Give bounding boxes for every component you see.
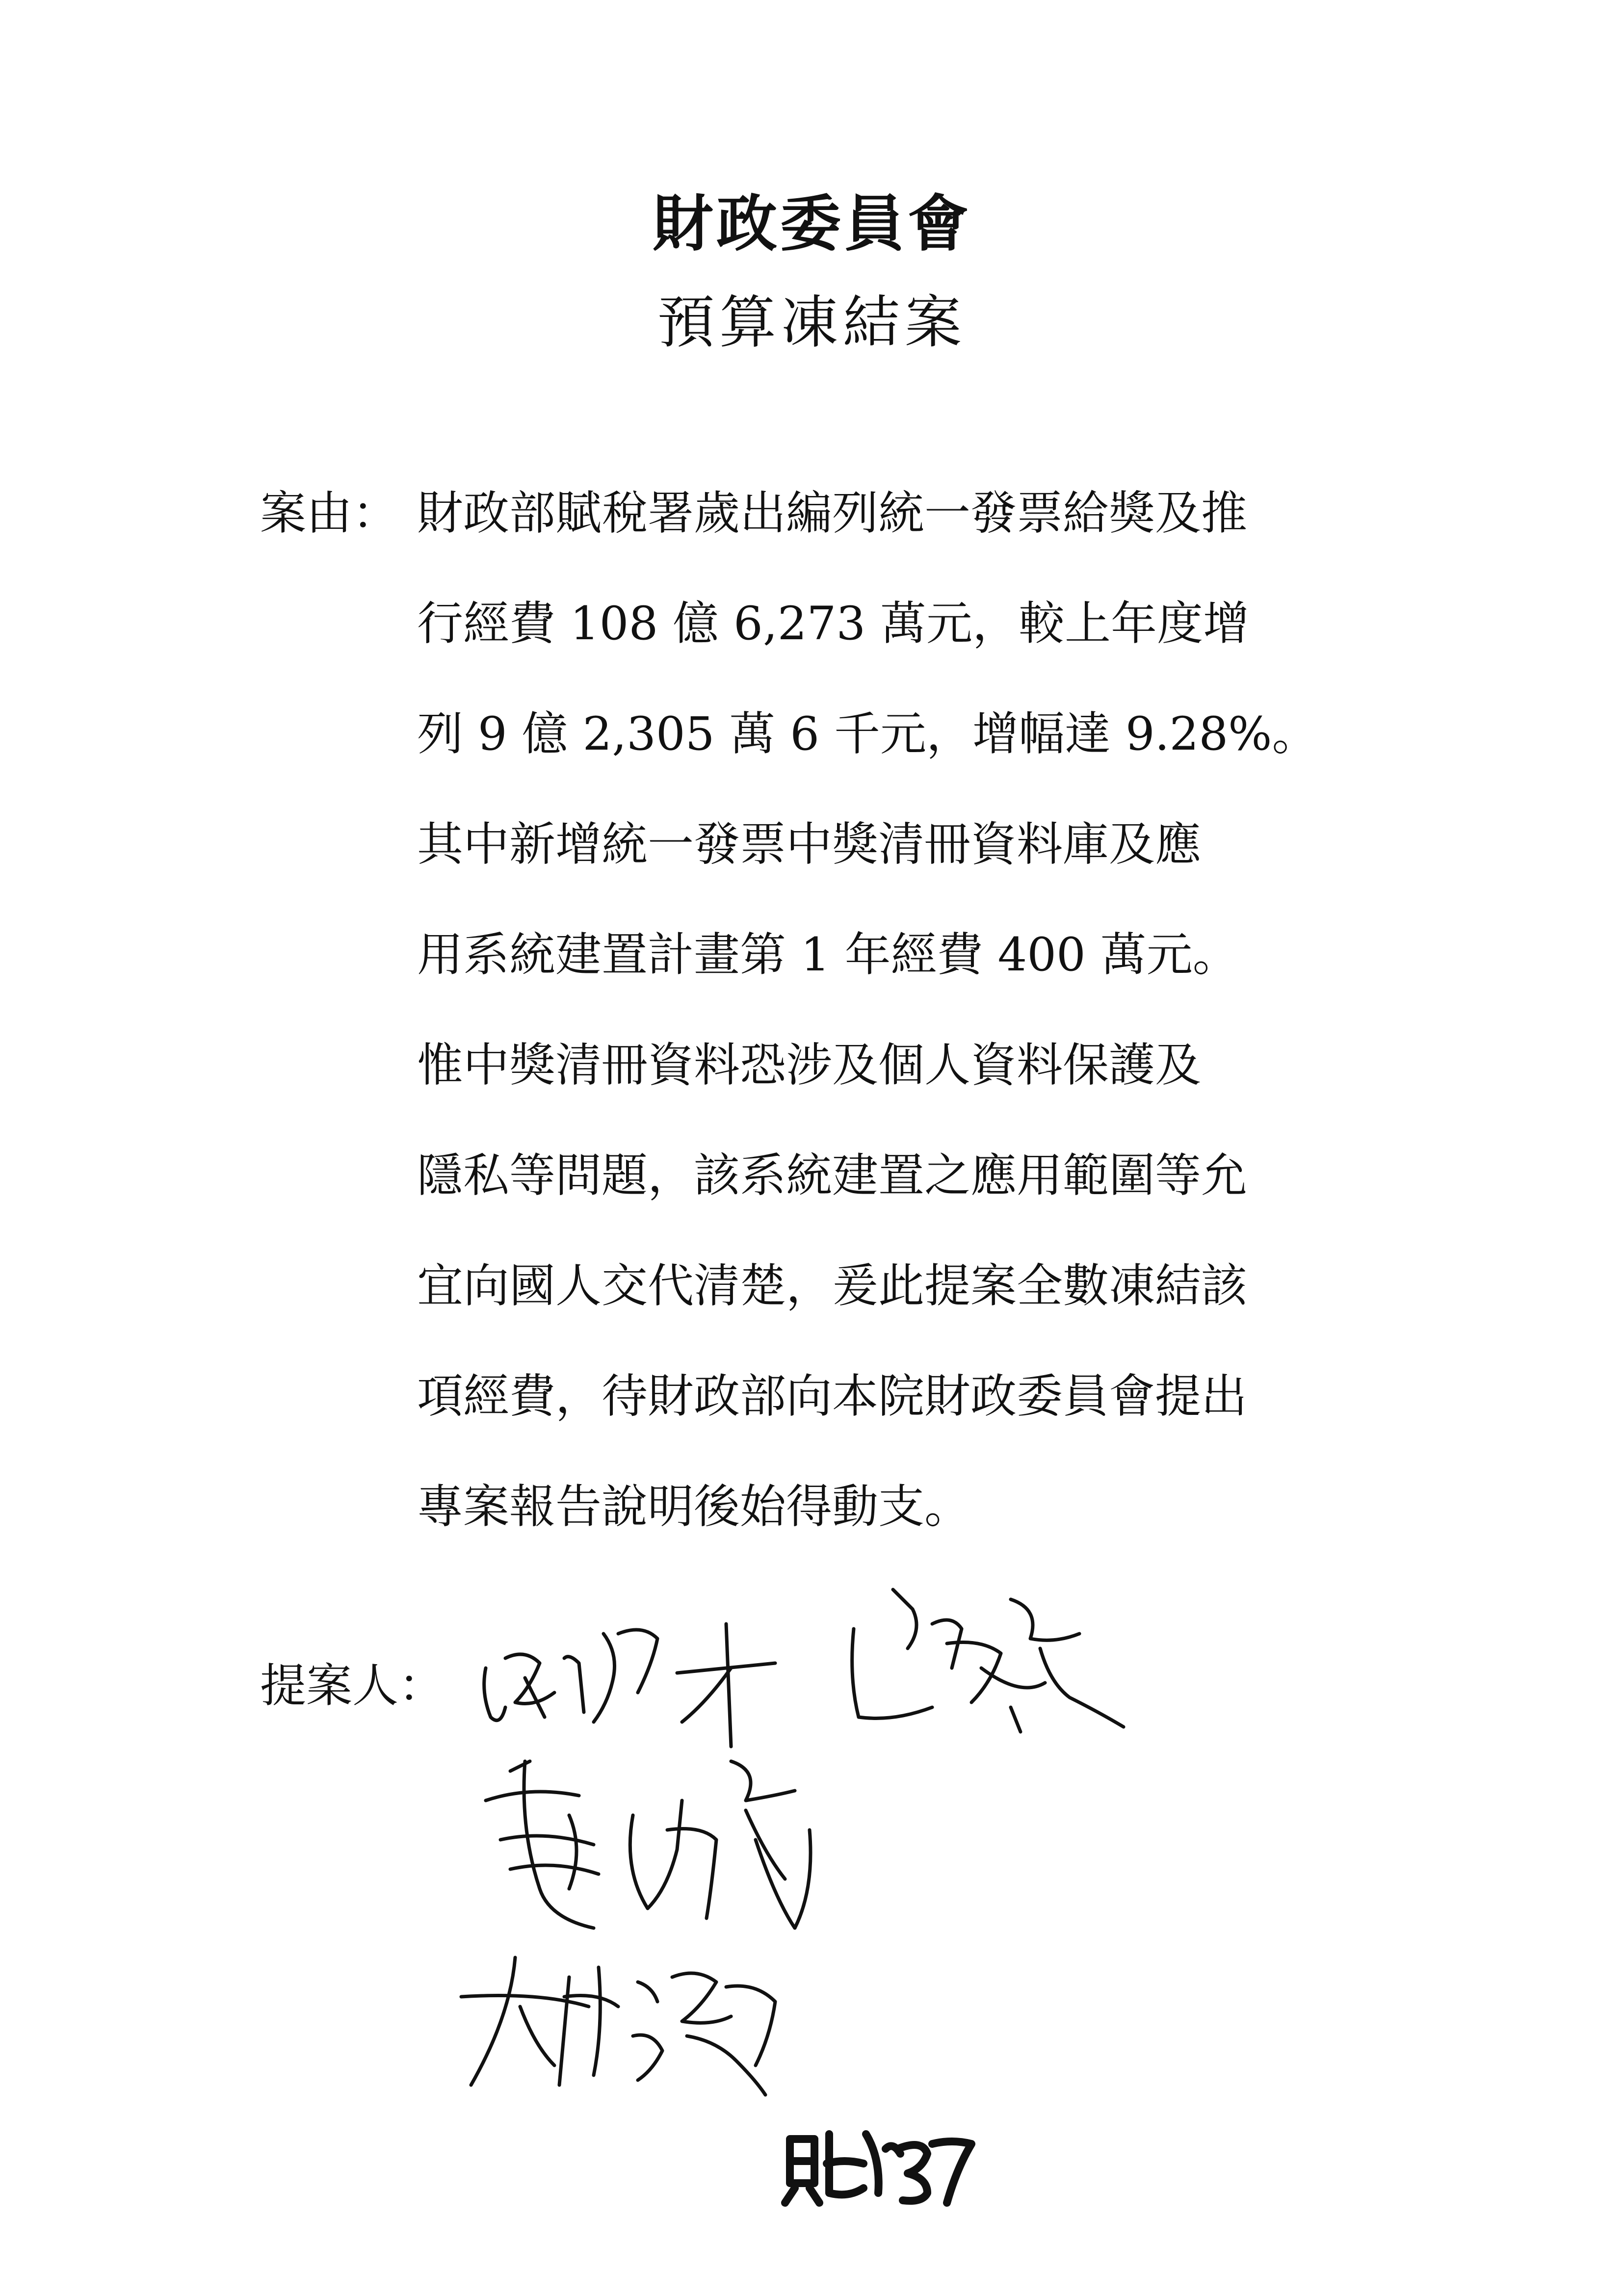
case-text-line: 惟中獎清冊資料恐涉及個人資料保護及: [417, 1039, 1202, 1092]
signature-2: [834, 1570, 1138, 1766]
case-text-line: 列 9 億 2,305 萬 6 千元，增幅達 9.28%。: [417, 707, 1318, 761]
case-text-line: 宜向國人交代清楚，爰此提案全數凍結該: [417, 1259, 1248, 1313]
case-text-line: 用系統建置計畫第 1 年經費 400 萬元。: [417, 928, 1239, 982]
proposer-label: 提案人：: [260, 1659, 445, 1713]
case-text-line: 行經費 108 億 6,273 萬元，較上年度增: [417, 597, 1250, 651]
case-text-line: 隱私等問題，該系統建置之應用範圍等允: [417, 1149, 1248, 1202]
document-subtitle: 預算凍結案: [657, 289, 967, 356]
case-text-line: 專案報告說明後始得動支。: [417, 1480, 971, 1534]
case-label: 案由：: [260, 487, 399, 540]
case-text-line: 項經費，待財政部向本院財政委員會提出: [417, 1370, 1248, 1423]
handwritten-page-mark: [780, 2119, 976, 2208]
signature-4: [442, 1938, 814, 2110]
document-title: 財政委員會: [652, 188, 971, 260]
case-text-line: 其中新增統一發票中獎清冊資料庫及應: [417, 818, 1202, 871]
case-text-line: 財政部賦稅署歲出編列統一發票給獎及推: [417, 487, 1248, 540]
signature-1: [471, 1594, 805, 1756]
signature-3: [471, 1742, 873, 1948]
